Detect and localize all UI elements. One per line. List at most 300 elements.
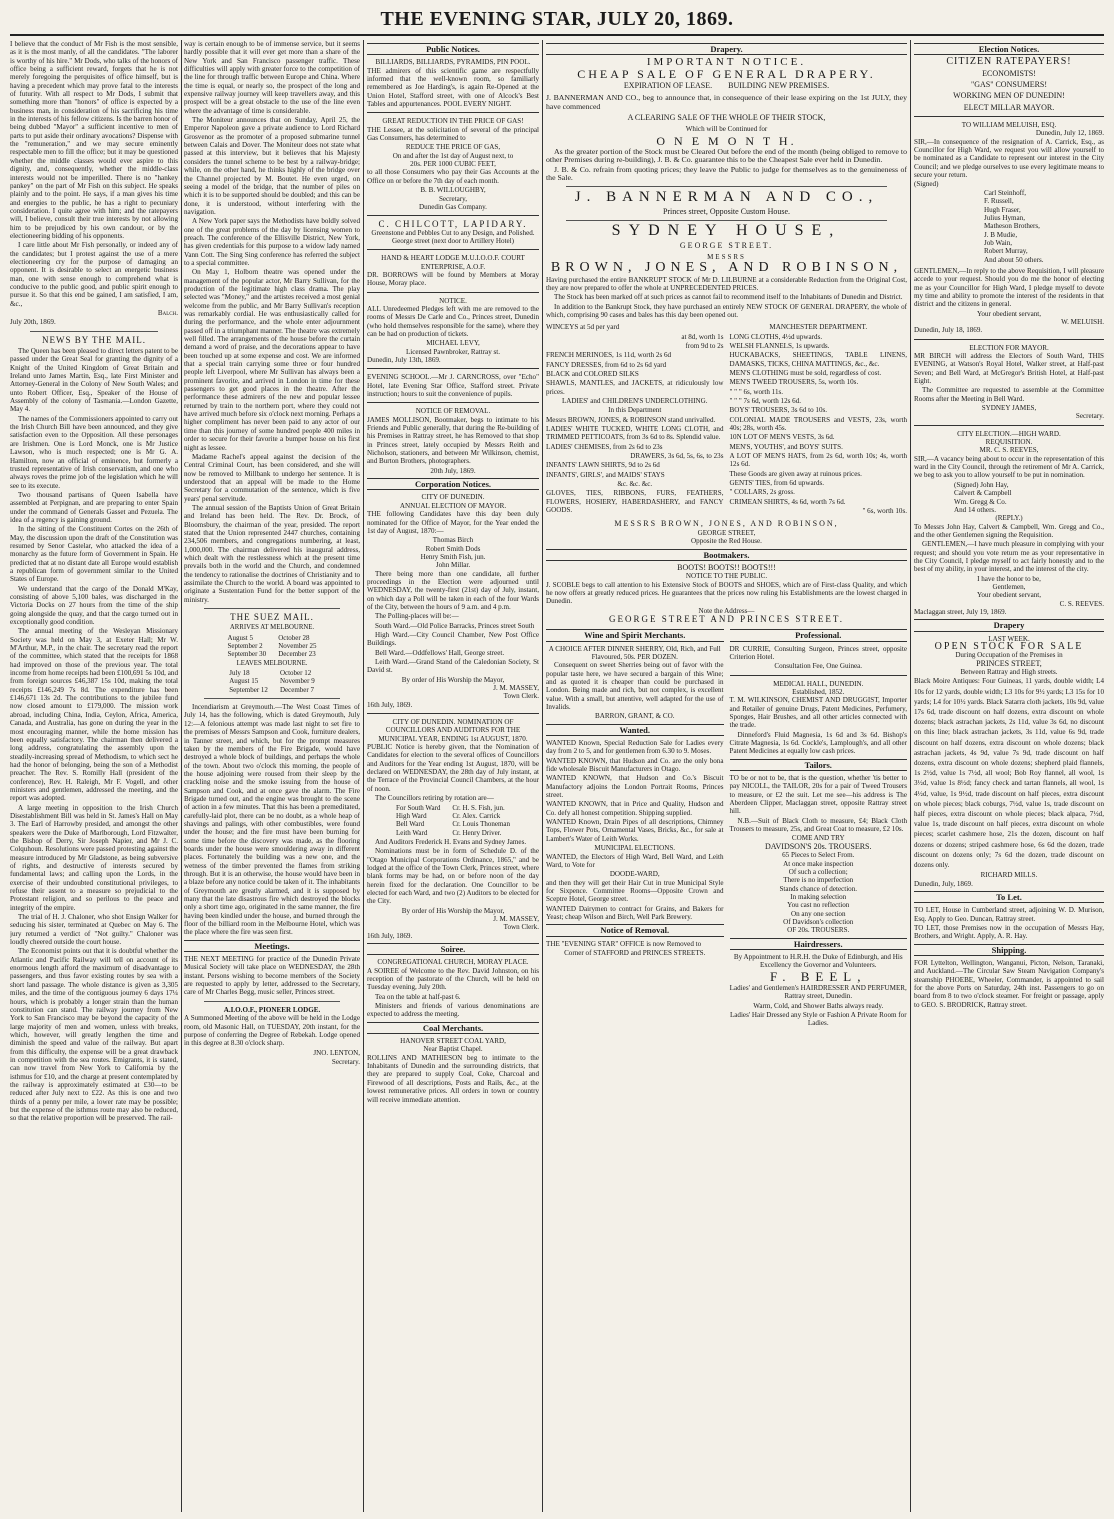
ad-text: Which will be Continued for <box>685 125 768 134</box>
list-item: WINCEYS at 5d per yard <box>546 323 620 332</box>
ad-text: Princes street, Opposite Custom House. <box>662 206 791 216</box>
ad-text: JAMES MOLLISON, Bootmaker, begs to intimate to his Friends and Public generally, that during the Re-building of his Premises in Rattray street, he has Removed to that shop in Princes street, lately occupied by Messrs Reith and Nicholson, stationers, and between Mr Wilkinson, chemist, and Burton Brothers, photographers. <box>367 415 539 466</box>
ad-text: WANTED KNOWN, that in Price and Quality, Hudson and Co. defy all honest competition. Shipping supplied. <box>546 800 724 817</box>
list-item: INFANTS' LAWN SHIRTS, 9d to 2s 6d <box>546 461 660 470</box>
ad-signature: W. MELUISH. <box>1061 317 1104 326</box>
ad-text: WANTED Dairymen to contract for Grains, and Bakers for Yeast; cheap Wilson and Birch, Well Park Brewery. <box>546 904 724 921</box>
list-item: COLONIAL MADE TROUSERS and VESTS, 23s, worth 40s; 28s, worth 45s. <box>729 415 907 433</box>
list-item: at 8d, worth 1s <box>681 332 724 341</box>
ad-text: TO LET, House in Cumberland street, adjoining W. D. Murison, Esq. Apply to Geo. Duncan, Rattray street. <box>914 906 1104 923</box>
ad-text: Greenstone and Pebbles Cut to any Design, and Polished. <box>371 228 535 237</box>
table-cell: September 2 <box>227 642 263 651</box>
signatory: Calvert & Campbell <box>954 489 1012 498</box>
ad-text: MESSRS <box>707 252 746 261</box>
column-3 <box>367 40 539 1512</box>
column-1 <box>10 40 178 1512</box>
section-heading: Tailors. <box>730 759 908 771</box>
verse-line: OF 20s. TROUSERS. <box>787 926 850 935</box>
candidate-name: Thomas Birch <box>432 536 474 545</box>
ad-text: SIR,—In consequence of the resignation of A. Carrick, Esq., as Councillor for High Ward, we request you will allow yourself to be nominated as a Candidate to represent our interest in the City Council; and we pledge ourselves to use every legitimate means to secure your return. <box>914 137 1104 180</box>
ad-text: By order of His Worship the Mayor, <box>401 675 505 684</box>
list-item: BLACK and COLORED SILKS <box>546 369 639 378</box>
ad-text: A SOIREE of Welcome to the Rev. David Johnston, on his reception of the pastorate of the Church, will be held on Tuesday evening, July 20th. <box>367 966 539 992</box>
suez-departures-table <box>223 669 320 694</box>
verse-line: 65 Pieces to Select From. <box>782 851 855 860</box>
ad-text: WANTED KNOWN, that Hudson and Co.'s Biscuit Manufactory adjoins the London Portrait Rooms, Princes street. <box>546 774 724 800</box>
ad-title: MEDICAL HALL, DUNEDIN. <box>773 679 864 688</box>
section-heading: Soiree. <box>367 943 539 955</box>
section-heading: Coal Merchants. <box>367 1022 539 1034</box>
news-paragraph: Madame Rachel's appeal against the decision of the Central Criminal Court, has been considered, and she will now be removed to Millbank to undergo her sentence. It is understood that an appeal will be made to the Home Secretary for a commutation of the sentence, which is five years' penal servitude. <box>184 452 360 503</box>
ad-text: Ministers and friends of various denominations are expected to address the meeting. <box>367 1002 539 1019</box>
list-item: A LOT OF MEN'S HATS, from 2s 6d, worth 10s; 4s, worth 12s 6d. <box>729 452 907 469</box>
news-paragraph: The Moniteur announces that on Sunday, April 25, the Emperor Napoleon gave a private audience to Lord Richard Grosvenor as the promoter of a proposed submarine tunnel between Calais and Dover. The Moniteur does not state what passed at this interview, but it believes that his Majesty considers the tunnel scheme to be best by a railway-bridge; while, on the other hand, he thinks highly of the bridge over the Channel projected by M. Boutet. He even urged, on seeing a model of the bridge, that the number of piles on which it is to be supported should be doubled; and this can be done, it is understood, without interfering with the navigation. <box>184 116 360 216</box>
ad-signature: B. B. WILLOUGHBY, <box>420 186 486 195</box>
ad-role: Licensed Pawnbroker, Rattray st. <box>405 347 501 356</box>
ad-date: Maclaggan street, July 19, 1869. <box>914 607 1007 616</box>
ad-text: There being more than one candidate, all further proceedings in the Election were adjourned until WEDNESDAY, the twenty-first (21st) day of July, instant, on which day a Poll will be taken in each of the four Wards of the City, between the hours of 9 a.m. and 4 p.m. <box>367 569 539 611</box>
divider <box>30 331 158 332</box>
divider <box>367 368 539 369</box>
column-4 <box>546 40 907 1512</box>
lower-ads <box>546 626 907 1028</box>
news-paragraph: The annual session of the Baptists Union of Great Britain and Ireland has been held. The Rev. Dr. Brock, of Bloomsbury, the chairman of the year, presided. The report stated that the Union represented 2447 churches, containing 234,506 members, and congregations numbering, at least, 1,000,000. The chairman delivered his inaugural address, which dealt with the restlessness which at the present time prevails both in the world and the Church, and condemned the tendency to rationalise the doctrines of Christianity and to assimilate the Church to the world. A board was appointed to originate a Sustentation Fund for the better support of the ministry. <box>184 503 360 604</box>
ad-signature: J. M. MASSEY, <box>493 914 539 923</box>
verse-line: Of such a collection; <box>788 867 848 876</box>
masthead: THE EVENING STAR, JULY 20, 1869. <box>380 8 734 30</box>
ad-text: I have the honor to be, <box>977 574 1041 583</box>
ad-text: GEORGE STREET, <box>697 528 756 537</box>
ad-text: and then they will get their Hair Cut in true Municipal Style for Sixpence. Committee Rooms—Opposite Crown and Sceptre Hotel, George street. <box>546 878 724 904</box>
list-item: BOYS' TROUSERS, 3s 6d to 10s. <box>729 406 828 415</box>
ad-text: (Signed) <box>914 180 939 189</box>
ad-text: FOR Lyttelton, Wellington, Wanganui, Picton, Nelson, Taranaki, and Auckland.—The Circular Saw Steam Navigation Company's steamship PHOEBE, Wheeler, Commander, is appointed to sail for the above Ports on Saturday, 24th inst. Passengers to go on board from 8 to two o'clock steamer. For freight or passage, apply to GEO. S. BRODRICK, Rattray street. <box>914 958 1104 1009</box>
list-item: These Goods are given away at ruinous prices. <box>729 469 862 478</box>
ad-role: Dunedin Gas Company. <box>419 202 487 211</box>
ad-title: CITIZEN RATEPAYERS! <box>946 56 1072 68</box>
ad-title: MUNICIPAL ELECTIONS. <box>594 844 676 853</box>
ad-text: During Occupation of the Premises in <box>955 651 1063 660</box>
table-cell: Cr. Alex. Carrick <box>452 811 501 820</box>
ad-text: By Appointment to H.R.H. the Duke of Edinburgh, and His Excellency the Governor and Volunteers. <box>733 952 903 970</box>
ad-text: EVENING SCHOOL.—Mr J. CARNCROSS, over "Echo" Hotel, late Evening Star Office, Stafford street. Private instruction; hours to suit the convenience of pupils. <box>367 373 539 399</box>
column-divider <box>363 40 364 1512</box>
news-paragraph: On May 1, Holborn theatre was opened under the management of the popular actor, Mr Barry Sullivan, for the production of the legitimate high class drama. The play selected was "Money," and the artistes received a most genial welcome from the public, and Mr Barry Sullivan's reception was remarkably cordial. He was enthusiastically called for during the performance, and the whole enter adjournment passed off in a triumphant manner. The theatre was extremely well filled. The arrangements of the house before the curtain demand a word of praise, and the decorations appear to have been touched up at some expense and cost. We are informed that a special train carrying some three or four hundred people left Liverpool, where Mr Sullivan has always been a prominent favorite, and arrived in London in time for these passengers to get good places in the theatre. After the performance these admirers of the new and popular lessee returned by train to the northern port, where they could not have arrived much before six o'clock next morning. Perhaps a higher compliment has never been paid to any actor of our time than this journey of some hundred people 400 miles in order to secure for their favorite a bumper house on his first night as lessee. <box>184 268 360 452</box>
news-paragraph: A New York paper says the Methodists have boldly solved one of the great problems of the day by licensing women to preach. The conference of the Ellisville District, New York, has given credentials for this purpose to a widow lady named Vann Cott. The Sing Sing conference has referred the subject to a special committee. <box>184 217 360 267</box>
letter-date: July 20th, 1869. <box>10 318 56 327</box>
ad-text: Ladies' Hair Dressed any Style or Fashion A Private Room for Ladies. <box>729 1011 907 1028</box>
ad-role: Secretary, <box>438 194 468 203</box>
price-list <box>546 323 907 516</box>
section-heading: Professional. <box>730 629 908 641</box>
list-item: " 6s, worth 10s. <box>862 507 907 516</box>
meeting-notice: A Summoned Meeting of the above will be held in the Lodge room, old Masonic Hall, on TUESDAY, 20th instant, for the purpose of conferring the Degree of Rebekah. Lodge opened in this degree at 8.30 o'clock sharp. <box>184 1014 360 1048</box>
candidate-name: Robert Smith Dods <box>425 544 481 553</box>
ad-title: COME AND TRY <box>791 834 845 843</box>
ad-date: 20th July, 1869. <box>430 466 476 475</box>
ad-text: Gentlemen, <box>992 582 1026 591</box>
ad-text: Consequent on sweet Sherries being out of favor with the popular taste here, we have secured a bargain of this Wine; and as quoted it is cheaper than could be purchased in London. Being made and rich, but not complex, is excellent value. With a small, but attentive, well adapted for the use of Invalids. <box>546 661 724 711</box>
letter-signature: Balch. <box>157 309 178 317</box>
ad-text: The Polling-places will be:— <box>375 612 459 621</box>
ad-title: CITY OF DUNEDIN. NOMINATION OF COUNCILLORS AND AUDITORS FOR THE MUNICIPAL YEAR, ENDING 1st AUGUST, 1870. <box>378 718 528 743</box>
suez-subhead: LEAVES MELBOURNE. <box>236 659 308 667</box>
signatory: Hugh Fraser, <box>984 205 1021 214</box>
suez-arrivals-table <box>222 634 323 659</box>
verse-line: You cast no reflection <box>787 901 850 910</box>
divider <box>204 698 340 699</box>
signatory: Robert Murray, <box>984 247 1028 256</box>
ad-signature: C. S. REEVES. <box>1059 599 1104 608</box>
section-heading: Corporation Notices. <box>367 478 539 490</box>
section-heading: Wine and Spirit Merchants. <box>546 629 724 641</box>
table-cell: Cr. Louis Thoneman <box>452 820 511 829</box>
table-cell: October 12 <box>279 669 312 678</box>
list-item: " COLLARS, 2s gross. <box>729 488 795 497</box>
list-item: DRAWERS, 3s 6d, 5s, 6s, to 23s <box>630 452 724 461</box>
ad-highlight: O N E M O N T H. <box>656 133 797 148</box>
ad-date: 16th July, 1869. <box>367 931 413 940</box>
section-heading: Bootmakers. <box>546 549 907 561</box>
ad-text: Warm, Cold, and Shower Baths always ready. <box>753 1001 884 1010</box>
table-cell: December 7 <box>279 685 314 694</box>
ad-title: WORKING MEN OF DUNEDIN! <box>953 91 1065 101</box>
ad-role: Town Clerk. <box>503 923 539 932</box>
column-divider <box>181 40 182 1512</box>
ad-text: THE "EVENING STAR" OFFICE is now Removed to <box>546 939 702 948</box>
ad-text: Note the Address— <box>698 606 755 615</box>
ad-text: GENTLEMEN,—I have much pleasure in complying with your request; and should you vote return me as your representative in the City Council, I pledge myself to act fairly honestly and to the best of my ability, in your interest, and the interest of the city. <box>914 540 1104 574</box>
ad-signature: SYDNEY JAMES, <box>981 404 1037 413</box>
ad-text: Tea on the table at half-past 6. <box>375 992 461 1001</box>
news-paragraph: The names of the Commissioners appointed to carry out the Irish Church Bill have been announced, and they give satisfaction even to the Opposition. All these personages are Irishmen. One is Lord Monck, one is Mr Justice Lawson, who is much respected; one is Mr G. A. Hamilton, now an official of eminence, but formerly a trusted representative of Irish conservatism, and one who always roves the prime job of the legislation which he will see to its execute. <box>10 414 178 490</box>
table-cell: August 5 <box>227 633 253 642</box>
ad-text: George street (next door to Artillery Hotel) <box>391 236 514 245</box>
ad-title: C. CHILCOTT, LAPIDARY. <box>378 219 528 230</box>
ad-text: The Committee are requested to assemble at the Committee Rooms after the Meeting in Bell Ward. <box>914 386 1104 403</box>
ad-signature: BARRON, GRANT, & CO. <box>595 712 675 721</box>
section-heading: Drapery. <box>546 43 907 55</box>
ad-text: THE admirers of this scientific game are respectfully informed that the well-known room, so familiarly remembered as Joe Harding's, is again Re-Opened at the Union Hotel, Stafford street, with one of Alcock's Best Tables and appurtenances. POOL EVERY NIGHT. <box>367 66 539 109</box>
signatory: Job Wain, <box>984 238 1013 247</box>
ad-text: The Stock has been marked off at such prices as cannot fail to recommend itself to the Inhabitants of Dunedin and District. <box>554 293 903 302</box>
signatory-list <box>914 481 1104 514</box>
ad-title: DAVIDSON'S 20s. TROUSERS. <box>764 841 872 851</box>
section-title: THE SUEZ MAIL. <box>230 612 314 623</box>
list-item: LADIES' CHEMISES, from 2s 6d to 23s <box>546 442 663 451</box>
ad-title: BILLIARDS, BILLIARDS, PYRAMIDS, PIN POOL. <box>375 58 531 67</box>
divider <box>367 215 539 216</box>
news-paragraph: The trial of H. J. Chaloner, who shot Ensign Walker for seducing his sister, terminated at Quebec on May 6. The jury returned a verdict of "Not guilty." Chaloner was loudly cheered outside the court house. <box>10 913 178 947</box>
list-item: HUCKABACKS, SHEETINGS, TABLE LINENS, DAMASKS, TICKS, CHINA MATTINGS, &c., &c. <box>729 351 907 368</box>
list-item: FANCY DRESSES, from 6d to 2s 6d yard <box>546 360 667 369</box>
section-title: NEWS BY THE MAIL. <box>42 334 146 345</box>
table-cell: September 12 <box>229 685 268 694</box>
ad-text: Dinneford's Fluid Magnesia, 1s 6d and 3s 6d. Bishop's Citrate Magnesia, 1s 6d. Cockle's, Lamplough's, and all other Patent Medicines at equally low cash prices. <box>729 730 907 756</box>
table-cell: Leith Ward <box>395 828 428 837</box>
ad-highlight: REDUCE THE PRICE OF GAS, <box>405 143 501 152</box>
ad-title: NOTICE OF REMOVAL. <box>415 407 491 416</box>
section-heading: Shipping. <box>914 944 1104 956</box>
list-item: MEN'S CLOTHING must be sold, regardless of cost. <box>729 368 882 377</box>
ad-title: CITY ELECTION.—HIGH WARD. <box>957 429 1061 438</box>
ad-text: Established, 1852. <box>792 687 845 696</box>
ad-title: BROWN, JONES, AND ROBINSON, <box>550 260 903 276</box>
ad-title: ANNUAL ELECTION OF MAYOR. <box>399 501 507 510</box>
ad-subtitle: GEORGE STREET. <box>679 240 774 250</box>
ad-date: Dunedin, July 18, 1869. <box>914 326 983 335</box>
list-item: from 9d to 2s <box>685 341 724 350</box>
list-item: FRENCH MERINOES, 1s 11d, worth 2s 6d <box>546 351 672 360</box>
table-cell: October 28 <box>278 633 310 642</box>
candidate-name: Henry Smith Fish, jun. <box>420 552 486 561</box>
divider <box>367 249 539 250</box>
section-heading: Drapery <box>914 619 1104 631</box>
table-cell: December 23 <box>278 650 316 659</box>
ad-title: IMPORTANT NOTICE. <box>646 56 807 69</box>
ad-text: On and after the 1st day of August next, to <box>392 151 514 160</box>
list-item: " " " 7s 6d, worth 12s 6d. <box>729 397 802 405</box>
ad-title: HANOVER STREET COAL YARD, <box>400 1037 506 1046</box>
verse-line: On any one section <box>790 909 846 918</box>
divider <box>204 1001 340 1002</box>
ad-text: Black Moire Antiques: Four Guineas, 11 yards, double width; L4 10s for 12 yards, double width; L3 10s for 9½ yards; L3 15s for 10 yards; L4 for 10½ yards. Black Satarra cloth jackets, 10s 9d, value 17s 6d, trade discount on half dozens, extra discount on whole dozens; black astrachan jackets, 2s 11d, value 3s 6d, no discount on this line; black astrachan jackets, 3s 11d, value 6s 9d, trade discount on half dozens, extra discount on whole dozens; black astrachan jackets, 4s 9d, value 7s 9d, trade discount on half dozens, extra discount on whole dozens; shepherd plaid flannels, 1s 2½d, value 1s 7½d, all wool; Bob Roy flannel, all wool, 1s 3½d, value 1s 8½d; fancy check and tartan flannels, all wool, 1s 4½d, value, 1s 9½d, trade discount on half pieces, extra discount on whole pieces; black coburgs, 7½d, value 1s, trade discount on half pieces, extra discount on whole pieces; black alpaca, 7½d, value 1s, trade discount on half pieces, extra discount on whole pieces; scarlet cashmere hose, 21s the dozen, discount on half dozens or dozens; striped cashmere hose, 6s 6d the dozen, trade discount on dozens only; 7s 6d the dozen, trade discount on dozens only. <box>914 677 1104 870</box>
polling-place: High Ward.—City Council Chamber, New Post Office Buildings. <box>367 630 539 648</box>
list-heading: MANCHESTER DEPARTMENT. <box>769 323 868 332</box>
ad-highlight: 20s. PER 1000 CUBIC FEET, <box>410 160 496 169</box>
news-paragraph: A large meeting in opposition to the Irish Church Disestablishment Bill was held in St. James's Hall on May 3. The Earl of Harrowby presided, and amongst the other speakers were the Duke of Marlborough, Lord Fitzwalter, the Bishop of Derry, Sir Joseph Napier, and Mr J. C. Colquhoun. Resolutions were passed protesting against the measure introduced by Mr Gladstone, as being subversive of rights, and destructive of interests secured by fundamental laws; and calling upon the Lords, in the exercise of their undoubted constitutional privileges, to refuse their assent to a measure so prejudicial to the Protestant religion, and so perilous to the peace and integrity of the empire. <box>10 803 178 912</box>
ad-subtitle: NOTICE TO THE PUBLIC. <box>685 572 768 581</box>
ad-title: TO WILLIAM MELUISH, ESQ. <box>961 121 1057 130</box>
ad-address: Corner of STAFFORD and PRINCES STREETS. <box>564 948 706 957</box>
verse-line: Of Davidson's collection <box>783 917 854 926</box>
ad-text: TO LET, those Premises now in the occupation of Messrs Hay, Brothers, and Wright. Apply, A. R. Hay. <box>914 923 1104 941</box>
ad-text: Your obedient servant, <box>976 591 1042 600</box>
price-list-right <box>730 323 908 516</box>
ad-title: A CHOICE AFTER DINNER SHERRY, Old, Rich, and Full Flavoured, 50s. PER DOZEN. <box>548 644 721 661</box>
ad-title: OPEN STOCK FOR SALE <box>934 641 1084 652</box>
ad-date: Dunedin, July 13th, 1869. <box>367 356 441 364</box>
divider <box>367 112 539 113</box>
ad-text: T. M. WILKINSON, CHEMIST AND DRUGGIST, Importer and Retailer of genuine Drugs, Patent Medicines, Perfumery, Sponges, Hair Brushes, and all other articles connected with the trade. <box>729 696 907 730</box>
signatory-list <box>914 189 1104 264</box>
list-item: WELSH FLANNELS, 1s upwards. <box>729 341 830 350</box>
ad-text: Ladies' and Gentlemen's HAIRDRESSER AND PERFUMER, Rattray street, Dunedin. <box>729 983 907 1001</box>
ad-signature: RICHARD MILLS. <box>980 871 1038 880</box>
ad-title: LAST WEEK. <box>988 634 1030 643</box>
ad-title: J. BANNERMAN AND CO., <box>574 189 879 206</box>
column-divider <box>910 40 911 1512</box>
ad-text: Having purchased the entire BANKRUPT STOCK of Mr D. LILBURNE at a considerable Reduction from the Original Cost, they are now prepared to offer the whole at UNPRECEDENTED PRICES. <box>546 275 907 292</box>
candidate-name: John Millar. <box>435 561 471 570</box>
polling-place: Leith Ward.—Grand Stand of the Caledonian Society, St David st. <box>367 658 539 675</box>
section-heading: Election Notices. <box>914 43 1104 55</box>
verse-line: Stands chance of detection. <box>779 884 858 893</box>
ad-highlight: DOODE-WARD, <box>609 870 660 879</box>
table-cell: Cr. H. S. Fish, jun. <box>452 803 505 812</box>
ad-title: "GAS" CONSUMERS! <box>970 80 1048 90</box>
verse-line: There is no imperfection <box>783 876 854 885</box>
ad-text: DR. BORROWS will be found by Members at Moray House, Moray place. <box>367 270 539 288</box>
ad-title: F. BEEL, <box>770 968 867 984</box>
news-paragraph: Two thousand partisans of Queen Isabella have assembled at Perpignan, and are preparing to enter Spain under the command of Generals Gasset and Pezuela. The idea of a regency is gaining ground. <box>10 490 178 524</box>
signatory: (Signed) John Hay, <box>954 480 1009 489</box>
lower-ads-left <box>546 626 724 1028</box>
masthead-rule <box>10 34 1104 36</box>
ad-text: J. BANNERMAN AND CO., beg to announce that, in consequence of their lease expiring on the 1st JULY, they have commenced <box>546 93 907 111</box>
table-cell: July 18 <box>229 669 250 678</box>
divider <box>730 675 908 676</box>
list-item: &c. &c. &c. <box>617 480 653 489</box>
ad-title: MR. C. S. REEVES, <box>979 446 1039 455</box>
divider <box>367 713 539 714</box>
divider <box>566 220 887 221</box>
column-divider <box>542 40 543 1512</box>
ad-text: Consultation Fee, One Guinea. <box>774 662 863 671</box>
ad-subtitle: PRINCES STREET, <box>976 658 1042 668</box>
ad-title: GREAT REDUCTION IN THE PRICE OF GAS! <box>382 117 524 126</box>
ad-text: THE following Candidates have this day been duly nominated for the Office of Mayor, for the Year ended the 1st day of August, 1870:— <box>367 510 539 535</box>
section-heading: Wanted. <box>546 724 724 736</box>
signatory: Julius Hyman, <box>984 213 1025 222</box>
ad-subtitle: EXPIRATION OF LEASE. BUILDING NEW PREMISES. <box>623 81 830 91</box>
ad-text: GENTLEMEN,—In reply to the above Requisition, I will pleasure accede to your request. Should you do me the honor of electing me as your Councillor for High Ward, I pledge myself to devote my time and ability to promote the interest of the residents in that district and the citizens in general. <box>914 266 1104 309</box>
table-cell: November 9 <box>279 677 315 686</box>
ad-title: SYDNEY HOUSE, <box>611 222 842 240</box>
divider <box>367 402 539 403</box>
verse-line: At once make inspection <box>783 859 854 868</box>
ad-highlight: A CLEARING SALE OF THE WHOLE OF THEIR STOCK, <box>627 113 826 123</box>
list-item: Messrs BROWN, JONES, & ROBINSON stand unrivalled. <box>546 415 716 424</box>
list-item: LADIES' WHITE TUCKED, WHITE LONG CLOTH, and TRIMMED PETTICOATS, from 3s 6d to 8s. Splendid value. <box>546 425 724 442</box>
ad-role: Town Clerk. <box>503 692 539 701</box>
ad-title: CHEAP SALE OF GENERAL DRAPERY. <box>577 66 876 81</box>
list-item: SHAWLS, MANTLES, and JACKETS, at ridiculously low prices. <box>546 379 724 396</box>
ad-text: to all those Consumers who pay their Gas Accounts at the Office on or before the 7th day of each month. <box>367 168 539 185</box>
news-paragraph: We understand that the cargo of the Donald M'Kay, consisting of above 5,100 bales, was discharged in the Victoria Docks on 27 hours from the time of the ship going alongside the quay, and that the cargo turned out in exceptionally good condition. <box>10 584 178 627</box>
divider <box>914 116 1104 117</box>
table-cell: August 15 <box>229 677 259 686</box>
ad-text: The Councillors retiring by rotation are— <box>375 794 494 803</box>
ad-text: And Auditors Frederick H. Evans and Sydney James. <box>375 837 527 846</box>
ad-text: As the greater portion of the Stock must be Cleared Out before the end of the month (being obliged to remove to other Premises during re-building), J. B. & Co. guarantee this to be the Cheapest Sale ever held in Dunedin. <box>546 147 907 165</box>
divider <box>914 425 1104 426</box>
signatory: Wm. Gregg & Co. <box>954 497 1007 506</box>
section-heading: Public Notices. <box>367 43 539 55</box>
polling-place: South Ward.—Old Police Barracks, Princes street South <box>375 621 535 630</box>
table-cell: Cr. Henry Driver. <box>452 828 502 837</box>
list-item: INFANTS', GIRLS', and MAIDS' STAYS <box>546 470 665 479</box>
signatory: And about 50 others. <box>984 255 1044 264</box>
retiring-councillors-table <box>390 804 516 837</box>
ad-text: Between Rattray and High streets. <box>960 668 1058 677</box>
list-item: MEN'S, YOUTHS', and BOYS' SUITS. <box>729 442 843 451</box>
ad-text: WANTED Known, Drain Pipes of all descriptions, Chimney Tops, Flower Pots, Ornamental Vases, Bricks, &c., for sale at Lambert's Water of Leith Works. <box>546 818 724 843</box>
ad-text: Your obedient servant, <box>976 309 1042 318</box>
list-item: CRIMEAN SHIRTS, 4s 6d, worth 7s 6d. <box>729 497 846 506</box>
list-item: " " " 6s, worth 11s. <box>729 387 784 396</box>
ad-title: BOOTS! BOOTS!! BOOTS!!! <box>677 562 776 572</box>
letter-paragraph: I believe that the conduct of Mr Fish is the most sensible, as it is the most manly, of all the candidates. "The laborer is worthy of his hire." Mr Dods, who talks of the honors of office being a sufficient reward, forgets that he is not merely foregoing the perquisites of office himself, but is having a precedent which may prove fatal to the interests of futurity. With all respect to Mr Dods, I submit that something more than "honors" of office is expected by a business man, in consideration of his sacrificing his time in the interests of his fellow citizens. Is the barren honor of being dubbed "Mayor" a sufficient incentive to men of parts to put aside their ordinary avocations? Dispense with the "remuneration," and we may secure eminently respectable men to fill the office; but it may be questioned whether the middle classes would ever aspire to this dignity, and, consequently, whether the middle-class interests would not be imperilled. There is no "hankey pankey" on the part of Mr Fish on this subject. He speaks plainly and to the point. He says, if a man gives his time and energies to the public, he has a right to pecuniary consideration. I quite agree with him; and the ratepayers will, I believe, consult their true interests by not allowing him to be prejudiced by his own candour, or by the electioneering bidding of his opponents. <box>10 40 178 240</box>
list-item: GENTS' TIES, from 6d upwards. <box>729 479 825 488</box>
ad-text: To Messrs John Hay, Calvert & Campbell, Wm. Gregg and Co., and the other Gentlemen signing the Requisition. <box>914 522 1104 539</box>
column-2 <box>184 40 360 1512</box>
ad-role: Secretary. <box>1075 412 1104 421</box>
ad-text: SIR,—A vacancy being about to occur in the representation of this ward in the City Council, through the retirement of Mr A. Carrick, we beg to ask you to allow yourself to be put in nomination. <box>914 454 1104 480</box>
news-paragraph: The Economist points out that it is doubtful whether the Atlantic and Pacific Railway will tell on account of its enormous length afford the maximum of disadvantage to passengers, and thus favor existing routes by sea with a short land passage. The whole distance is given as 3,305 miles, and the time of the contiguous journey 6 days 17¼ hours, which is probably a longer strain than the human constitution can stand. The railway journey from New York to San Francisco may be beyond the capacity of the large majority of men and women, unless with breaks, which, however, will greatly lengthen the time and diminish the speed and value of the railway. But apart from this difficulty, the expense will be a great drawback in competition with the sea routes. Emigrants, it is stated, can now travel from New York to California by the isthmus for £10, and the charge at present contemplated by the railway is approximately estimated at £30—to be reduced after July next to £22. As this is one and two thirds of a penny per mile, a lower rate may be possible; but the expense of the isthmus route may also be reduced, so that the relative proportion will be preserved. The rail- <box>10 947 178 1123</box>
list-item: LONG CLOTHS, 4½d upwards. <box>729 332 823 341</box>
table-cell: For South Ward <box>395 803 441 812</box>
ad-title: ELECTION FOR MAYOR. <box>969 343 1049 352</box>
ad-title: HAND & HEART LODGE M.U.I.O.O.F. COURT ENTERPRISE, A.O.F. <box>381 254 525 271</box>
ad-text: WANTED, the Electors of High Ward, Bell Ward, and Leith Ward, to Vote for <box>546 852 724 869</box>
ad-text: TO be or not to be, that is the question, whether 'tis better to pay NICOLL, the TAILOR, 20s for a pair of Tweed Trousers to measure, or £2 the suit. Let me see—his address is The Aberdeen Clipper, Maclaggan street, opposite Rattray street hill. <box>729 774 907 816</box>
price-list-left <box>546 323 724 516</box>
polling-place: Bell Ward.—Oddfellows' Hall, George street. <box>375 648 505 657</box>
ad-title: CITY OF DUNEDIN. <box>421 493 485 502</box>
ad-date: Dunedin, July 12, 1869. <box>1035 129 1104 138</box>
ad-text: DR CURRIE, Consulting Surgeon, Princes street, opposite Criterion Hotel. <box>729 644 907 661</box>
section-heading: Meetings. <box>184 940 360 952</box>
news-paragraph: In the sitting of the Constituent Cortes on the 26th of May, the discussion upon the draft of the Constitution was resumed by Senor Castelar, who attacked the idea of a monarchy as the future form of Government in Spain. He predicted that at no distant date all Europe would establish a republican form of government similar to the United States of Europe. <box>10 525 178 584</box>
meeting-title: A.I.O.O.F., PIONEER LODGE. <box>223 1005 321 1014</box>
list-item: LADIES' and CHILDREN'S UNDERCLOTHING. <box>561 397 708 405</box>
ad-text: By order of His Worship the Mayor, <box>401 906 505 915</box>
signatory: Matheson Brothers, <box>984 222 1040 231</box>
divider <box>566 186 887 187</box>
suez-subhead: ARRIVES AT MELBOURNE. <box>229 624 315 632</box>
ad-signature: J. M. MASSEY, <box>493 684 539 693</box>
ad-signature: MESSRS BROWN, JONES, AND ROBINSON, <box>614 519 839 529</box>
ad-text: WANTED Known, Special Reduction Sale for Ladies every day from 2 to 5, and for gentlemen from 6.30 to 9. Moses. <box>546 739 724 756</box>
ad-text: WANTED KNOWN, that Hudson and Co. are the only bona fide wholesale Biscuit Manufacturers in Otago. <box>546 756 724 774</box>
ad-text: MR BIRCH will address the Electors of South Ward, THIS EVENING, at Watson's Royal Hotel, Walker street, at Half-past Seven; and Bell Ward, at McGregor's British Hotel, at Half-past Eight. <box>914 352 1104 386</box>
section-heading: Notice of Removal. <box>546 924 724 936</box>
ad-text: J. B. & Co. refrain from quoting prices; they leave the Public to judge for themselves as to the genuineness of the Sale. <box>546 164 907 183</box>
ad-text: In addition to the Bankrupt Stock, they have purchased an entirely NEW STOCK OF GENERAL DRAPERY, the whole of which, comprising 90 cases and bales has this day been opened out. <box>546 302 907 319</box>
ad-date: Dunedin, July, 1869. <box>914 879 973 888</box>
table-cell: Bell Ward <box>395 820 425 829</box>
ad-text: THE Lessee, at the solicitation of several of the principal Gas Consumers, has determined to <box>367 125 539 143</box>
table-cell: November 25 <box>278 642 317 651</box>
lower-ads-right <box>730 626 908 1028</box>
signatory: And 14 others. <box>954 505 996 514</box>
letter-paragraph: I care little about Mr Fish personally, or indeed any of the candidates; but I protest against the use of a mere electioneering cry for the purpose of damaging an opponent. It is desirable to select an energetic business man, one with sense enough to comprehend what is conducive to the public good, and public spirit enough to pursue it. So that this end be gained, I am satisfied, I am, &c., <box>10 241 178 308</box>
ad-subtitle: (REPLY.) <box>995 514 1023 523</box>
ad-title: NOTICE. <box>439 296 467 305</box>
list-item: 10N LOT OF MEN'S VESTS, 3s 6d. <box>729 433 835 442</box>
ad-text: Near Baptist Chapel. <box>423 1045 483 1054</box>
ad-title: CONGREGATIONAL CHURCH, MORAY PLACE. <box>377 958 529 967</box>
ad-text: N.B.—Suit of Black Cloth to measure, £4; Black Cloth Trousers to measure, 25s, and Great Coat to measure, £2 10s. <box>729 816 907 834</box>
divider <box>367 292 539 293</box>
news-paragraph: The Queen has been pleased to direct letters patent to be passed under the Great Seal for granting the dignity of a Knight of the United Kingdom of Great Britain and Ireland unto James Martin, Esq., late First Minister and Attorney-General in the Colony of New South Wales; and unto Robert Officer, Esq., Speaker of the House of Assembly of the colony of Tasmania.—London Gazette, May 4. <box>10 347 178 414</box>
ad-text: Opposite the Red House. <box>691 537 762 546</box>
ad-date: 16th July, 1869. <box>367 700 413 709</box>
ad-text: Nominations must be in form of Schedule D. of the "Otago Municipal Corporations Ordinance, 1865," and be lodged at the office of the Town Clerk, Princes street, where blank forms may be had, on or before noon of the day herein fixed for the declaration. One Councillor to be elected for each Ward, and two (2) Auditors to be elected for the City. <box>367 847 539 906</box>
ad-text: PUBLIC Notice is hereby given, that the Nomination of Candidates for election to the several offices of Councillors and Auditors for the Year ending 1st August, 1870, will be declared on WEDNESDAY, the 28th day of July instant, at the Terrace of the Provincial Council Chambers, at the hour of noon. <box>367 743 539 793</box>
signatory: F. Russell, <box>984 197 1014 206</box>
list-item: In this Department <box>608 406 662 415</box>
divider <box>204 608 340 609</box>
list-item: MEN'S TWEED TROUSERS, 5s, worth 10s. <box>729 378 859 387</box>
ad-text: J. SCOBLE begs to call attention to his Extensive Stock of BOOTS and SHOES, which are of First-class Quality, and which he now offers at greatly reduced prices. He guarantees that the prices now ruling his Establishments are the lowest charged in Dunedin. <box>546 580 907 606</box>
meeting-signature: JNO. LENTON, <box>313 1048 360 1057</box>
meeting-notice: THE NEXT MEETING for practice of the Dunedin Private Musical Society will take place on WEDNESDAY, the 28th instant. Persons wishing to become members of the Society are requested to apply by letter, addressed to the Secretary, care of Mr Charles Begg, music seller, Princes street. <box>184 955 360 997</box>
list-item: GLOVES, TIES, RIBBONS, FURS, FEATHERS, FLOWERS, HOSIERY, HABERDASHERY, and FANCY GOODS. <box>546 489 724 515</box>
table-cell: September 30 <box>227 650 267 659</box>
ad-text: ALL Unredeemed Pledges left with me are removed to the rooms of Messrs De Carle and Co., Princes street, Dunedin (who hold themselves responsible for the same), where they can be had on production of tickets. <box>367 304 539 338</box>
